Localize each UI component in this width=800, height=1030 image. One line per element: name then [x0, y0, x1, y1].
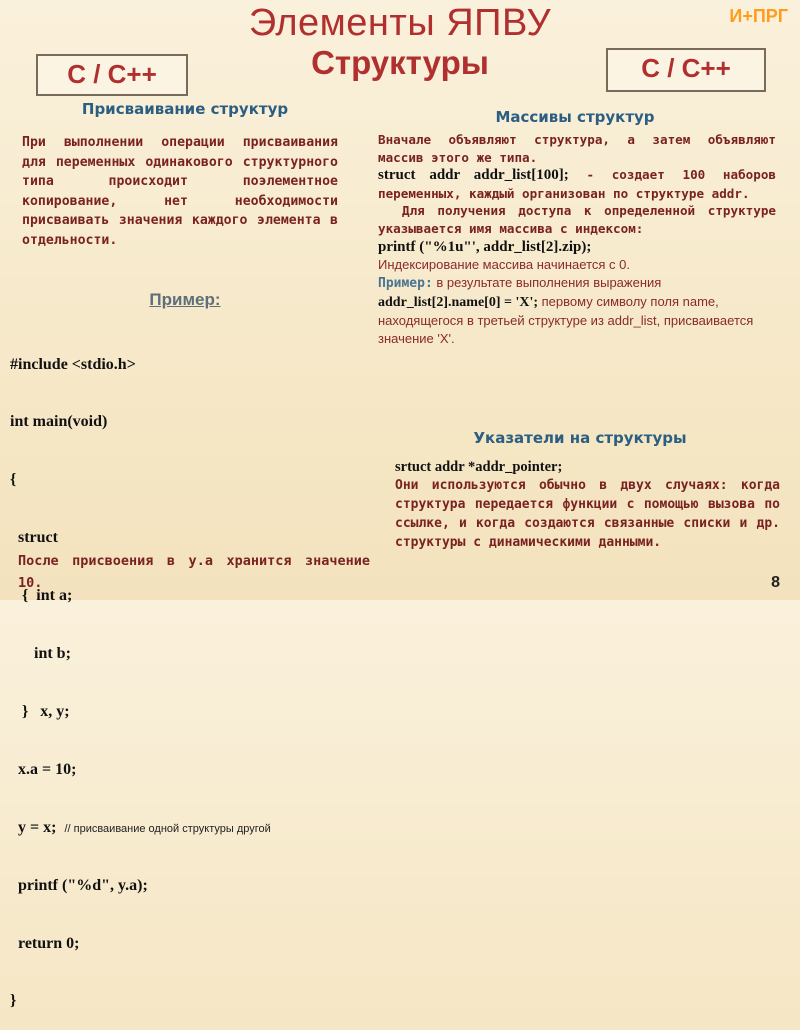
- arrays-declaration: [378, 166, 776, 202]
- code-example: [10, 316, 370, 1030]
- code-line: int main(void): [10, 413, 108, 431]
- printf-example: printf ("%1u"', addr_list[2].zip);: [378, 238, 592, 255]
- language-box-right: С / С++: [606, 48, 766, 92]
- arrays-access: Для получения доступа к определенной структуре указывается имя массива с индексом:: [378, 203, 776, 236]
- code-line: struct: [10, 529, 58, 547]
- pointer-declaration: srtuct addr *addr_pointer;: [395, 459, 563, 475]
- example-code: addr_list[2].name[0] = 'X';: [378, 294, 539, 310]
- pointer-usage-text: Они используются обычно в двух случаях: когда структура передается функции с помощью вызова по ссылке, и когда создаются связанные списки и др. структуры с динамическими данными.: [395, 478, 780, 550]
- arrays-intro: Вначале объявляют структура, а затем объявляют массив этого же типа.: [378, 132, 776, 165]
- code-line: int b;: [10, 645, 71, 663]
- code-line: #include <stdio.h>: [10, 355, 136, 373]
- arrays-decl-text: - создает 100 наборов переменных, каждый организован по структуре addr.: [378, 167, 776, 201]
- code-line-with-comment: [10, 818, 370, 837]
- assignment-paragraph: При выполнении операции присваивания для переменных одинакового структурного типа происходит поэлементное копирование, нет необходимости присваивать значения каждого элемента в отдельности.: [22, 135, 338, 248]
- code-line: y = x;: [10, 818, 65, 836]
- page-number: 8: [771, 574, 780, 591]
- code-line: }: [10, 992, 17, 1010]
- slide-title: Элементы ЯПВУ: [248, 2, 552, 44]
- slide-subtitle: Структуры: [311, 44, 489, 81]
- language-box-left: С / С++: [36, 54, 188, 96]
- index-note: Индексирование массива начинается с 0.: [378, 256, 630, 272]
- arrays-decl-code: struct addr addr_list[100];: [378, 167, 569, 184]
- example-prefix: Пример:: [378, 275, 433, 291]
- heading-struct-arrays: Массивы структур: [495, 108, 655, 126]
- example-rest: в результате выполнения выражения: [432, 274, 662, 290]
- code-line: x.a = 10;: [10, 760, 77, 778]
- pointers-section: [395, 458, 780, 552]
- after-assignment-text: После присвоения в y.a хранится значение 10.: [18, 553, 370, 591]
- code-line: printf ("%d", y.a);: [10, 876, 148, 894]
- heading-struct-assignment: Присваивание структур: [81, 100, 289, 118]
- after-assignment-note: [18, 550, 370, 594]
- example-explanation: [378, 274, 776, 348]
- code-comment: // присваивание одной структуры другой: [64, 822, 271, 835]
- code-line: { int a;: [10, 587, 73, 605]
- code-line: return 0;: [10, 934, 80, 952]
- arrays-section: [378, 131, 776, 348]
- code-line: {: [10, 471, 17, 489]
- example-label: Пример:: [149, 290, 221, 309]
- course-badge: И+ПРГ: [729, 6, 788, 26]
- code-line: } x, y;: [10, 702, 70, 720]
- heading-struct-pointers: Указатели на структуры: [473, 429, 687, 447]
- example-tail: первому символу поля name, находящегося в третьей структуре из addr_list, присваивается значение 'X'.: [378, 293, 754, 346]
